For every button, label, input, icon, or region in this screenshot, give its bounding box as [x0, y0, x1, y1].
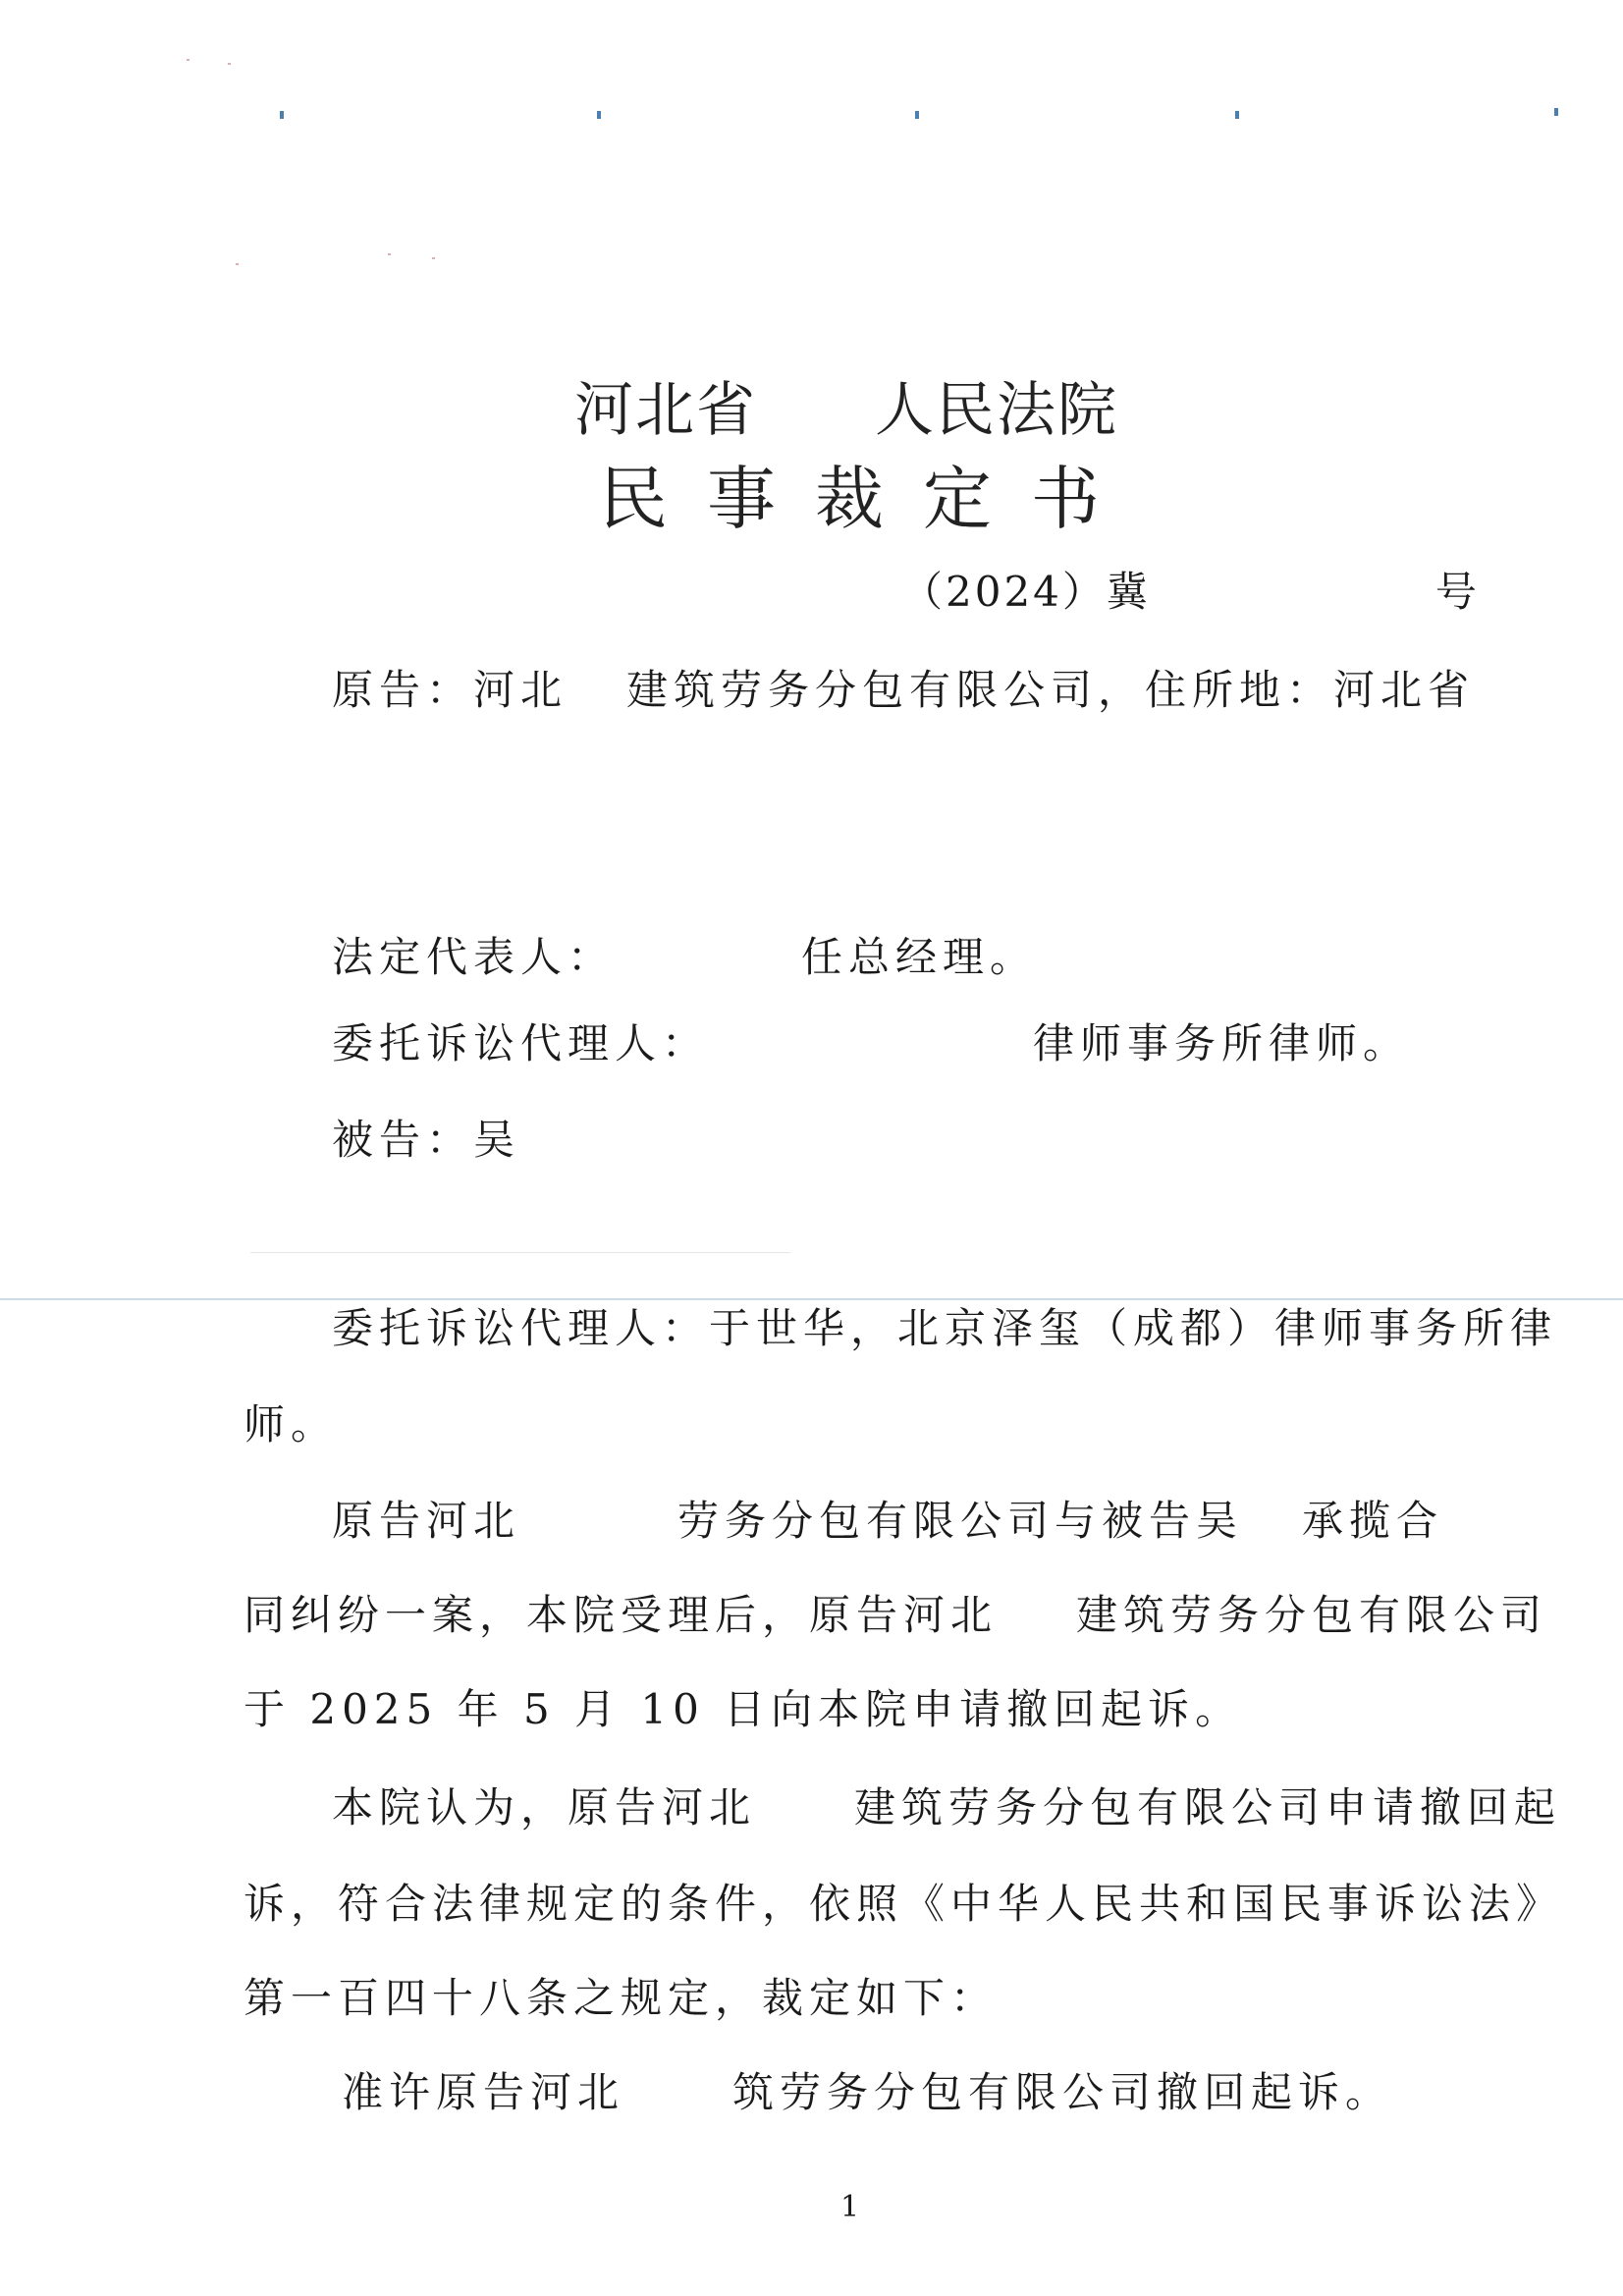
court-title: 河北省 人民法院 — [574, 376, 1118, 445]
page-number: 1 — [840, 2190, 860, 2224]
defendant-agent-line-1: 委托诉讼代理人：于世华，北京泽玺（成都）律师事务所律 — [332, 1304, 1558, 1352]
body-paragraph-1-line-3: 于 2025 年 5 月 10 日向本院申请撤回起诉。 — [243, 1685, 1243, 1733]
body-paragraph-2-line-2: 诉，符合法律规定的条件，依照《中华人民共和国民事诉讼法》 — [243, 1880, 1564, 1928]
body-paragraph-1-line-2: 同纠纷一案，本院受理后，原告河北 建筑劳务分包有限公司 — [243, 1591, 1548, 1639]
ruling-line: 准许原告河北 筑劳务分包有限公司撤回起诉。 — [342, 2068, 1393, 2116]
plaintiff-line: 原告：河北 建筑劳务分包有限公司，住所地：河北省 — [332, 666, 1476, 714]
legal-representative-line: 法定代表人： 任总经理。 — [332, 933, 1038, 981]
case-number: （2024）冀 号 — [901, 568, 1480, 616]
defendant-agent-line-2: 师。 — [243, 1400, 339, 1449]
plaintiff-agent-line: 委托诉讼代理人： 律师事务所律师。 — [332, 1019, 1411, 1067]
body-paragraph-1-line-1: 原告河北 劳务分包有限公司与被告吴 承揽合 — [332, 1497, 1444, 1545]
scan-faint-line — [250, 1252, 790, 1253]
document-type-title: 民事裁定书 — [599, 459, 1139, 539]
scan-artifacts — [0, 0, 1623, 295]
defendant-line: 被告：吴 — [332, 1116, 521, 1164]
body-paragraph-2-line-3: 第一百四十八条之规定，裁定如下： — [243, 1974, 999, 2022]
body-paragraph-2-line-1: 本院认为，原告河北 建筑劳务分包有限公司申请撤回起 — [332, 1783, 1562, 1831]
